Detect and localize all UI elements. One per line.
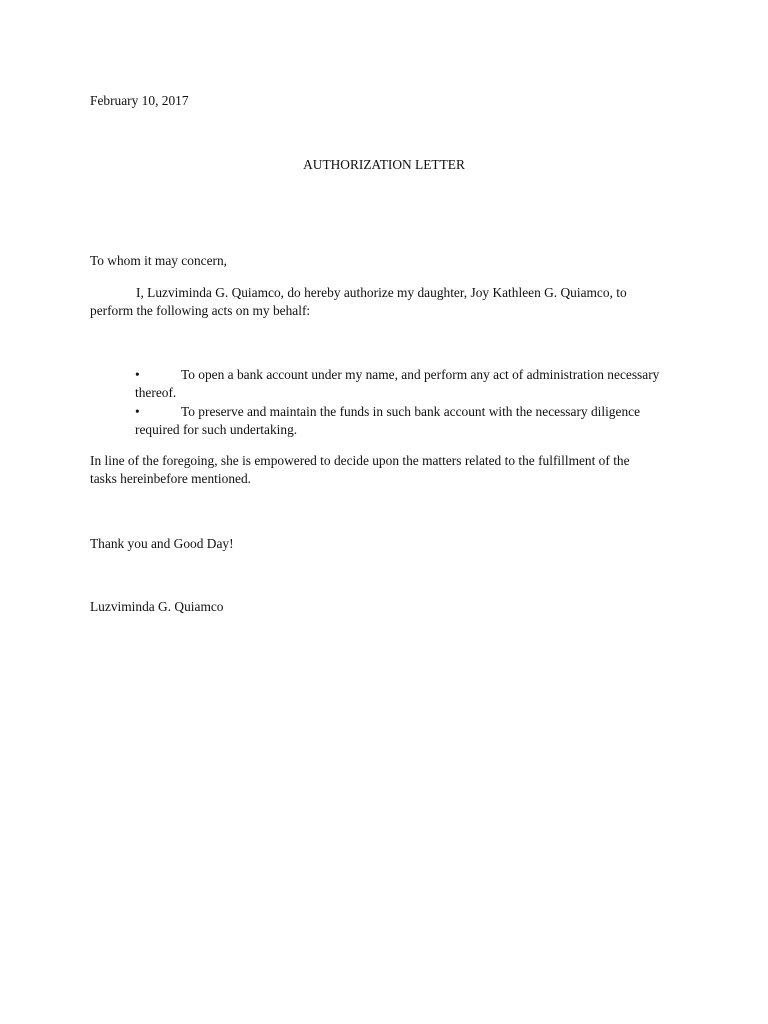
letter-closing: Thank you and Good Day!	[90, 536, 234, 551]
bullet-icon: •	[135, 404, 140, 419]
body-paragraph-2: In line of the foregoing, she is empowered to decide upon the matters related to the fulfillment of the tasks hereinbefore mentioned.	[90, 453, 630, 486]
letter-salutation: To whom it may concern,	[90, 253, 228, 268]
signature-name: Luzviminda G. Quiamco	[90, 599, 224, 614]
bullet-text: To open a bank account under my name, and perform any act of administration necessary thereof.	[135, 367, 660, 400]
letter-date: February 10, 2017	[90, 93, 189, 108]
letter-title: AUTHORIZATION LETTER	[303, 157, 465, 172]
body-paragraph-1-line-2: perform the following acts on my behalf:	[90, 303, 311, 318]
body-paragraph-1-line-1: I, Luzviminda G. Quiamco, do hereby authorize my daughter, Joy Kathleen G. Quiamco, to	[136, 285, 627, 300]
bullet-text: To preserve and maintain the funds in such bank account with the necessary diligence required for such undertaking.	[135, 404, 641, 437]
bullet-icon: •	[135, 367, 140, 382]
